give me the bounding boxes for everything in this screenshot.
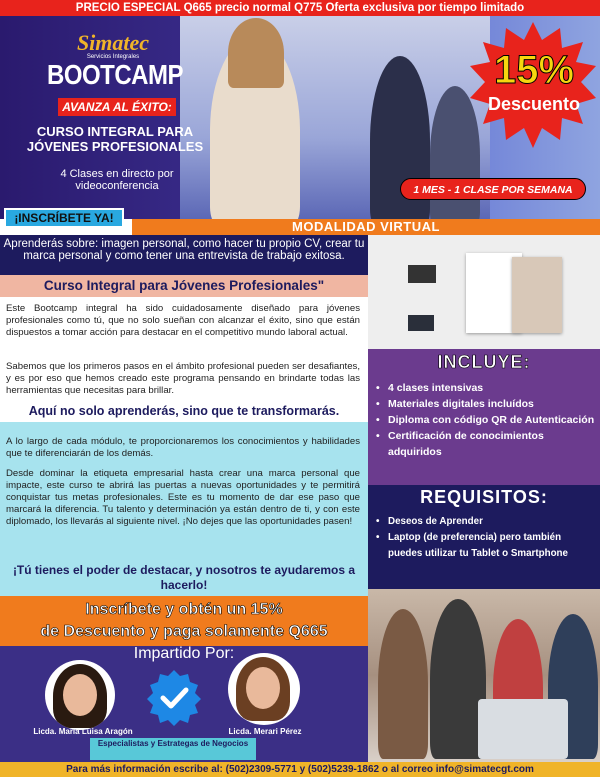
discount-label: Descuento <box>487 94 581 114</box>
classes-info: 4 Clases en directo por videoconferencia <box>60 168 174 192</box>
instructor-name: Licda. Merari Pérez <box>228 727 302 736</box>
list-item: • Materiales digitales incluídos <box>376 396 596 412</box>
group-photo <box>368 589 600 762</box>
requirements-title: REQUISITOS: <box>420 487 548 507</box>
paragraph: Desde dominar la etiqueta empresarial hasta crear una marca personal que impacte, este curso te abrirá las puertas a nuevas oportunidades y te permitirá conquistar tus metas profesionales. Este es tu momento de dar ese paso que marcará la diferencia. Tu talento y determinación ya están dentro de ti, y con este diplomado, los llevarás al siguiente nivel. ¡No dejes que las oportunidades pasen! <box>6 468 360 527</box>
list-item: • 4 clases intensivas <box>376 380 596 396</box>
stationery-mockup-image <box>368 235 600 349</box>
instructor-name: Licda. María Luisa Aragón <box>33 727 133 736</box>
promo-line-1: Inscríbete y obtén un 15% <box>85 601 283 618</box>
instructors-role: Especialistas y Estrategas de Negocios <box>90 738 256 760</box>
verified-check-icon <box>145 668 203 726</box>
logo-subtitle: Servicios Integrales <box>86 54 140 60</box>
simatec-logo: Simatec <box>76 30 150 55</box>
empower-statement: ¡Tú tienes el poder de destacar, y nosotros te ayudaremos a hacerlo! <box>12 563 356 592</box>
schedule-badge: 1 MES - 1 CLASE POR SEMANA <box>400 178 586 200</box>
course-heading: Curso Integral para Jóvenes Profesionales" <box>0 275 368 297</box>
signup-badge[interactable]: ¡INSCRÍBETE YA! <box>4 208 124 228</box>
modality-banner: MODALIDAD VIRTUAL <box>132 219 600 235</box>
list-item: • Certificación de conocimientos adquiridos <box>376 428 596 460</box>
bootcamp-title: BOOTCAMP <box>47 59 183 91</box>
transform-statement: Aquí no solo aprenderás, sino que te transformarás. <box>28 404 340 418</box>
list-item: • Laptop (de preferencia) pero también puedes utilizar tu Tablet o Smartphone <box>376 530 596 562</box>
list-item: • Diploma con código QR de Autenticación <box>376 412 596 428</box>
discount-percent: 15% <box>493 48 575 92</box>
promo-line-2: de Descuento y paga solamente Q665 <box>40 623 328 640</box>
contact-footer: Para más información escribe al: (502)2309-5771 y (502)5239-1862 o al correo info@simatecgt.com <box>0 762 600 777</box>
includes-list <box>376 380 596 460</box>
paragraph: Sabemos que los primeros pasos en el ámbito profesional pueden ser desafiantes, y es por eso que hemos creado este programa pensando en brindarte todas las herramientas que necesitas para brillar. <box>6 361 360 396</box>
avatar <box>45 660 115 730</box>
list-item: • Deseos de Aprender <box>376 514 596 530</box>
includes-title: INCLUYE: <box>437 352 531 372</box>
promo-banner <box>0 596 368 646</box>
course-title: CURSO INTEGRAL PARA JÓVENES PROFESIONALES <box>26 124 204 154</box>
tagline-badge: AVANZA AL ÉXITO: <box>58 98 176 116</box>
instructors-title: Impartido Por: <box>133 645 235 662</box>
paragraph: A lo largo de cada módulo, te proporcionaremos los conocimientos y habilidades que te diferenciarán de los demás. <box>6 436 360 459</box>
requirements-list <box>376 514 596 562</box>
top-banner: PRECIO ESPECIAL Q665 precio normal Q775 Oferta exclusiva por tiempo limitado <box>0 0 600 16</box>
learn-summary: Aprenderás sobre: imagen personal, como hacer tu propio CV, crear tu marca personal y como tener una entrevista de trabajo exitosa. <box>0 235 368 275</box>
paragraph: Este Bootcamp integral ha sido cuidadosamente diseñado para jóvenes profesionales como tú, que no solo sueñan con alcanzar el éxito, sino que están dispuestos a tomar acción para destacar en el competitivo mundo laboral actual. <box>6 303 360 338</box>
avatar <box>228 653 300 725</box>
